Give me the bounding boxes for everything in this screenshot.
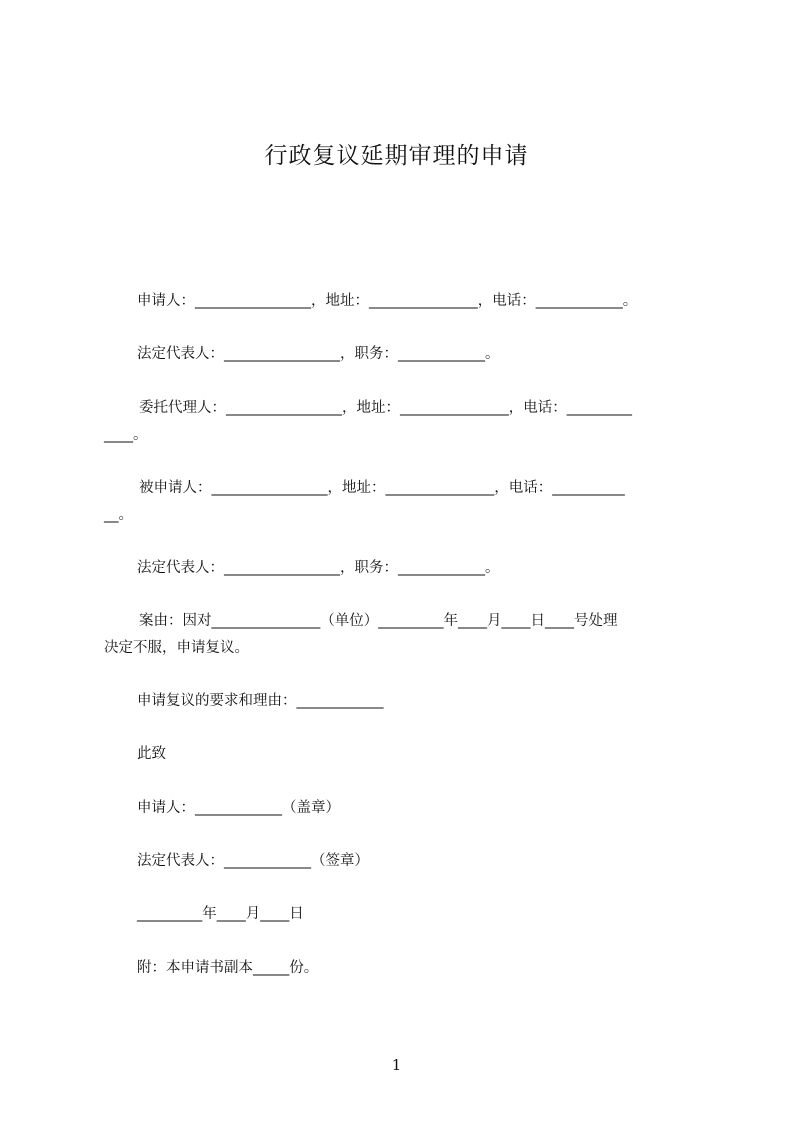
respondent-legal-representative-line: 法定代表人：________________，职务：____________。 [137, 560, 500, 576]
attachment-line: 附：本申请书副本_____份。 [137, 960, 319, 976]
respondent-line: 被申请人：________________，地址：_______________，电话：__________ [139, 480, 625, 496]
legal-representative-line: 法定代表人：________________，职务：____________。 [137, 346, 500, 362]
representative-signature-line: 法定代表人：____________（签章） [137, 853, 369, 869]
agent-line-continuation: ____。 [104, 427, 148, 443]
salutation-line: 此致 [137, 746, 166, 762]
respondent-line-continuation: __。 [104, 507, 133, 523]
applicant-seal-line: 申请人：____________（盖章） [137, 800, 340, 816]
date-line: _________年____月____日 [137, 906, 304, 922]
case-reason-line-continuation: 决定不服，申请复议。 [104, 640, 249, 656]
request-reasons-line: 申请复议的要求和理由：____________ [137, 693, 384, 709]
agent-line: 委托代理人：________________，地址：_______________，电话：_________ [139, 400, 632, 416]
page-number: 1 [391, 1056, 402, 1074]
case-reason-line: 案由：因对_______________（单位）_________年____月____日____号处理 [139, 613, 618, 629]
document-title: 行政复议延期审理的申请 [264, 143, 529, 169]
applicant-line: 申请人：________________，地址：_______________，电话：____________。 [137, 293, 638, 309]
